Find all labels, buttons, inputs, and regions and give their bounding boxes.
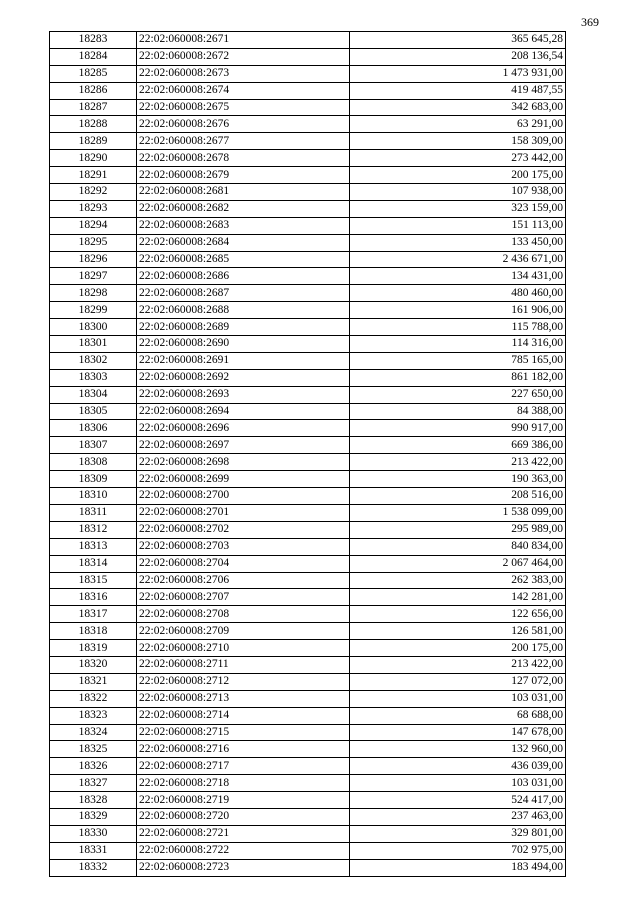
cadastral-number-cell: 22:02:060008:2671 xyxy=(137,32,350,49)
value-cell: 158 309,00 xyxy=(350,133,566,150)
table-row xyxy=(50,251,566,268)
table-row xyxy=(50,369,566,386)
cadastral-number-cell: 22:02:060008:2675 xyxy=(137,99,350,116)
table-row xyxy=(50,32,566,49)
cadastral-number-cell: 22:02:060008:2716 xyxy=(137,741,350,758)
cadastral-number-cell: 22:02:060008:2678 xyxy=(137,150,350,167)
table-row xyxy=(50,184,566,201)
cadastral-number-cell: 22:02:060008:2701 xyxy=(137,504,350,521)
table-row xyxy=(50,656,566,673)
cadastral-number-cell: 22:02:060008:2694 xyxy=(137,403,350,420)
cadastral-number-cell: 22:02:060008:2711 xyxy=(137,656,350,673)
table-row xyxy=(50,623,566,640)
cadastral-number-cell: 22:02:060008:2692 xyxy=(137,369,350,386)
page-number: 369 xyxy=(581,15,599,29)
table-row xyxy=(50,606,566,623)
value-cell: 702 975,00 xyxy=(350,842,566,859)
table-row xyxy=(50,471,566,488)
value-cell: 237 463,00 xyxy=(350,808,566,825)
cadastral-number-cell: 22:02:060008:2702 xyxy=(137,521,350,538)
cadastral-number-cell: 22:02:060008:2722 xyxy=(137,842,350,859)
row-number-cell: 18309 xyxy=(50,471,137,488)
table-row xyxy=(50,82,566,99)
cadastral-number-cell: 22:02:060008:2709 xyxy=(137,623,350,640)
value-cell: 213 422,00 xyxy=(350,454,566,471)
row-number-cell: 18322 xyxy=(50,690,137,707)
value-cell: 295 989,00 xyxy=(350,521,566,538)
table-row xyxy=(50,792,566,809)
table-row xyxy=(50,403,566,420)
table-row xyxy=(50,167,566,184)
table-body xyxy=(50,32,566,877)
row-number-cell: 18310 xyxy=(50,488,137,505)
value-cell: 147 678,00 xyxy=(350,724,566,741)
value-cell: 126 581,00 xyxy=(350,623,566,640)
cadastral-number-cell: 22:02:060008:2682 xyxy=(137,200,350,217)
value-cell: 68 688,00 xyxy=(350,707,566,724)
value-cell: 227 650,00 xyxy=(350,386,566,403)
cadastral-number-cell: 22:02:060008:2721 xyxy=(137,825,350,842)
row-number-cell: 18327 xyxy=(50,775,137,792)
value-cell: 262 383,00 xyxy=(350,572,566,589)
row-number-cell: 18307 xyxy=(50,437,137,454)
cadastral-number-cell: 22:02:060008:2704 xyxy=(137,555,350,572)
table-row xyxy=(50,336,566,353)
table-row xyxy=(50,99,566,116)
row-number-cell: 18331 xyxy=(50,842,137,859)
cadastral-number-cell: 22:02:060008:2698 xyxy=(137,454,350,471)
row-number-cell: 18298 xyxy=(50,285,137,302)
value-cell: 436 039,00 xyxy=(350,758,566,775)
row-number-cell: 18294 xyxy=(50,217,137,234)
table-row xyxy=(50,741,566,758)
row-number-cell: 18293 xyxy=(50,200,137,217)
cadastral-number-cell: 22:02:060008:2681 xyxy=(137,184,350,201)
cadastral-number-cell: 22:02:060008:2718 xyxy=(137,775,350,792)
value-cell: 115 788,00 xyxy=(350,319,566,336)
row-number-cell: 18283 xyxy=(50,32,137,49)
row-number-cell: 18295 xyxy=(50,234,137,251)
value-cell: 200 175,00 xyxy=(350,167,566,184)
cadastral-number-cell: 22:02:060008:2693 xyxy=(137,386,350,403)
row-number-cell: 18323 xyxy=(50,707,137,724)
row-number-cell: 18311 xyxy=(50,504,137,521)
cadastral-number-cell: 22:02:060008:2689 xyxy=(137,319,350,336)
table-row xyxy=(50,555,566,572)
table-row xyxy=(50,673,566,690)
value-cell: 84 388,00 xyxy=(350,403,566,420)
value-cell: 990 917,00 xyxy=(350,420,566,437)
row-number-cell: 18314 xyxy=(50,555,137,572)
row-number-cell: 18297 xyxy=(50,268,137,285)
table-row xyxy=(50,302,566,319)
row-number-cell: 18302 xyxy=(50,352,137,369)
table-row xyxy=(50,352,566,369)
value-cell: 200 175,00 xyxy=(350,640,566,657)
row-number-cell: 18290 xyxy=(50,150,137,167)
value-cell: 2 067 464,00 xyxy=(350,555,566,572)
table-row xyxy=(50,707,566,724)
cadastral-number-cell: 22:02:060008:2708 xyxy=(137,606,350,623)
table-row xyxy=(50,859,566,876)
row-number-cell: 18287 xyxy=(50,99,137,116)
value-cell: 114 316,00 xyxy=(350,336,566,353)
cadastral-number-cell: 22:02:060008:2697 xyxy=(137,437,350,454)
table-row xyxy=(50,234,566,251)
table-row xyxy=(50,116,566,133)
row-number-cell: 18292 xyxy=(50,184,137,201)
row-number-cell: 18305 xyxy=(50,403,137,420)
value-cell: 785 165,00 xyxy=(350,352,566,369)
value-cell: 524 417,00 xyxy=(350,792,566,809)
value-cell: 365 645,28 xyxy=(350,32,566,49)
cadastral-number-cell: 22:02:060008:2684 xyxy=(137,234,350,251)
row-number-cell: 18320 xyxy=(50,656,137,673)
table-row xyxy=(50,572,566,589)
row-number-cell: 18312 xyxy=(50,521,137,538)
value-cell: 151 113,00 xyxy=(350,217,566,234)
value-cell: 861 182,00 xyxy=(350,369,566,386)
value-cell: 329 801,00 xyxy=(350,825,566,842)
row-number-cell: 18308 xyxy=(50,454,137,471)
cadastral-number-cell: 22:02:060008:2713 xyxy=(137,690,350,707)
row-number-cell: 18304 xyxy=(50,386,137,403)
value-cell: 134 431,00 xyxy=(350,268,566,285)
table-row xyxy=(50,775,566,792)
cadastral-number-cell: 22:02:060008:2710 xyxy=(137,640,350,657)
table-row xyxy=(50,319,566,336)
value-cell: 323 159,00 xyxy=(350,200,566,217)
row-number-cell: 18303 xyxy=(50,369,137,386)
cadastral-table xyxy=(49,31,566,877)
cadastral-number-cell: 22:02:060008:2673 xyxy=(137,65,350,82)
row-number-cell: 18285 xyxy=(50,65,137,82)
value-cell: 273 442,00 xyxy=(350,150,566,167)
row-number-cell: 18325 xyxy=(50,741,137,758)
value-cell: 133 450,00 xyxy=(350,234,566,251)
value-cell: 122 656,00 xyxy=(350,606,566,623)
value-cell: 840 834,00 xyxy=(350,538,566,555)
row-number-cell: 18286 xyxy=(50,82,137,99)
table-row xyxy=(50,200,566,217)
value-cell: 480 460,00 xyxy=(350,285,566,302)
table-row xyxy=(50,504,566,521)
table-row xyxy=(50,420,566,437)
cadastral-number-cell: 22:02:060008:2707 xyxy=(137,589,350,606)
cadastral-number-cell: 22:02:060008:2712 xyxy=(137,673,350,690)
value-cell: 103 031,00 xyxy=(350,775,566,792)
value-cell: 419 487,55 xyxy=(350,82,566,99)
row-number-cell: 18306 xyxy=(50,420,137,437)
value-cell: 63 291,00 xyxy=(350,116,566,133)
row-number-cell: 18299 xyxy=(50,302,137,319)
cadastral-number-cell: 22:02:060008:2690 xyxy=(137,336,350,353)
table-row xyxy=(50,386,566,403)
cadastral-number-cell: 22:02:060008:2703 xyxy=(137,538,350,555)
cadastral-number-cell: 22:02:060008:2676 xyxy=(137,116,350,133)
value-cell: 183 494,00 xyxy=(350,859,566,876)
value-cell: 669 386,00 xyxy=(350,437,566,454)
value-cell: 208 516,00 xyxy=(350,488,566,505)
cadastral-number-cell: 22:02:060008:2696 xyxy=(137,420,350,437)
cadastral-number-cell: 22:02:060008:2706 xyxy=(137,572,350,589)
table-row xyxy=(50,150,566,167)
table-row xyxy=(50,640,566,657)
row-number-cell: 18289 xyxy=(50,133,137,150)
value-cell: 161 906,00 xyxy=(350,302,566,319)
cadastral-number-cell: 22:02:060008:2715 xyxy=(137,724,350,741)
value-cell: 1 538 099,00 xyxy=(350,504,566,521)
cadastral-number-cell: 22:02:060008:2700 xyxy=(137,488,350,505)
cadastral-number-cell: 22:02:060008:2687 xyxy=(137,285,350,302)
row-number-cell: 18332 xyxy=(50,859,137,876)
cadastral-number-cell: 22:02:060008:2672 xyxy=(137,48,350,65)
row-number-cell: 18313 xyxy=(50,538,137,555)
row-number-cell: 18315 xyxy=(50,572,137,589)
value-cell: 342 683,00 xyxy=(350,99,566,116)
table-row xyxy=(50,589,566,606)
value-cell: 190 363,00 xyxy=(350,471,566,488)
value-cell: 103 031,00 xyxy=(350,690,566,707)
row-number-cell: 18318 xyxy=(50,623,137,640)
table-row xyxy=(50,454,566,471)
cadastral-number-cell: 22:02:060008:2677 xyxy=(137,133,350,150)
value-cell: 213 422,00 xyxy=(350,656,566,673)
table-row xyxy=(50,758,566,775)
row-number-cell: 18321 xyxy=(50,673,137,690)
cadastral-number-cell: 22:02:060008:2679 xyxy=(137,167,350,184)
table-row xyxy=(50,65,566,82)
row-number-cell: 18329 xyxy=(50,808,137,825)
value-cell: 142 281,00 xyxy=(350,589,566,606)
row-number-cell: 18324 xyxy=(50,724,137,741)
cadastral-number-cell: 22:02:060008:2683 xyxy=(137,217,350,234)
row-number-cell: 18300 xyxy=(50,319,137,336)
row-number-cell: 18317 xyxy=(50,606,137,623)
table-row xyxy=(50,690,566,707)
value-cell: 127 072,00 xyxy=(350,673,566,690)
table-row xyxy=(50,217,566,234)
row-number-cell: 18328 xyxy=(50,792,137,809)
table-row xyxy=(50,48,566,65)
value-cell: 208 136,54 xyxy=(350,48,566,65)
table-row xyxy=(50,268,566,285)
row-number-cell: 18301 xyxy=(50,336,137,353)
value-cell: 2 436 671,00 xyxy=(350,251,566,268)
cadastral-number-cell: 22:02:060008:2685 xyxy=(137,251,350,268)
row-number-cell: 18319 xyxy=(50,640,137,657)
cadastral-number-cell: 22:02:060008:2686 xyxy=(137,268,350,285)
table-row xyxy=(50,724,566,741)
row-number-cell: 18284 xyxy=(50,48,137,65)
table-row xyxy=(50,808,566,825)
cadastral-number-cell: 22:02:060008:2719 xyxy=(137,792,350,809)
value-cell: 107 938,00 xyxy=(350,184,566,201)
value-cell: 1 473 931,00 xyxy=(350,65,566,82)
table-row xyxy=(50,488,566,505)
row-number-cell: 18291 xyxy=(50,167,137,184)
table-row xyxy=(50,842,566,859)
row-number-cell: 18316 xyxy=(50,589,137,606)
table-row xyxy=(50,437,566,454)
cadastral-number-cell: 22:02:060008:2720 xyxy=(137,808,350,825)
row-number-cell: 18296 xyxy=(50,251,137,268)
cadastral-number-cell: 22:02:060008:2674 xyxy=(137,82,350,99)
table-row xyxy=(50,538,566,555)
table-row xyxy=(50,133,566,150)
table-row xyxy=(50,825,566,842)
value-cell: 132 960,00 xyxy=(350,741,566,758)
cadastral-number-cell: 22:02:060008:2699 xyxy=(137,471,350,488)
cadastral-number-cell: 22:02:060008:2714 xyxy=(137,707,350,724)
cadastral-number-cell: 22:02:060008:2717 xyxy=(137,758,350,775)
cadastral-number-cell: 22:02:060008:2723 xyxy=(137,859,350,876)
row-number-cell: 18330 xyxy=(50,825,137,842)
row-number-cell: 18288 xyxy=(50,116,137,133)
table-row xyxy=(50,521,566,538)
cadastral-number-cell: 22:02:060008:2691 xyxy=(137,352,350,369)
table-row xyxy=(50,285,566,302)
row-number-cell: 18326 xyxy=(50,758,137,775)
cadastral-number-cell: 22:02:060008:2688 xyxy=(137,302,350,319)
